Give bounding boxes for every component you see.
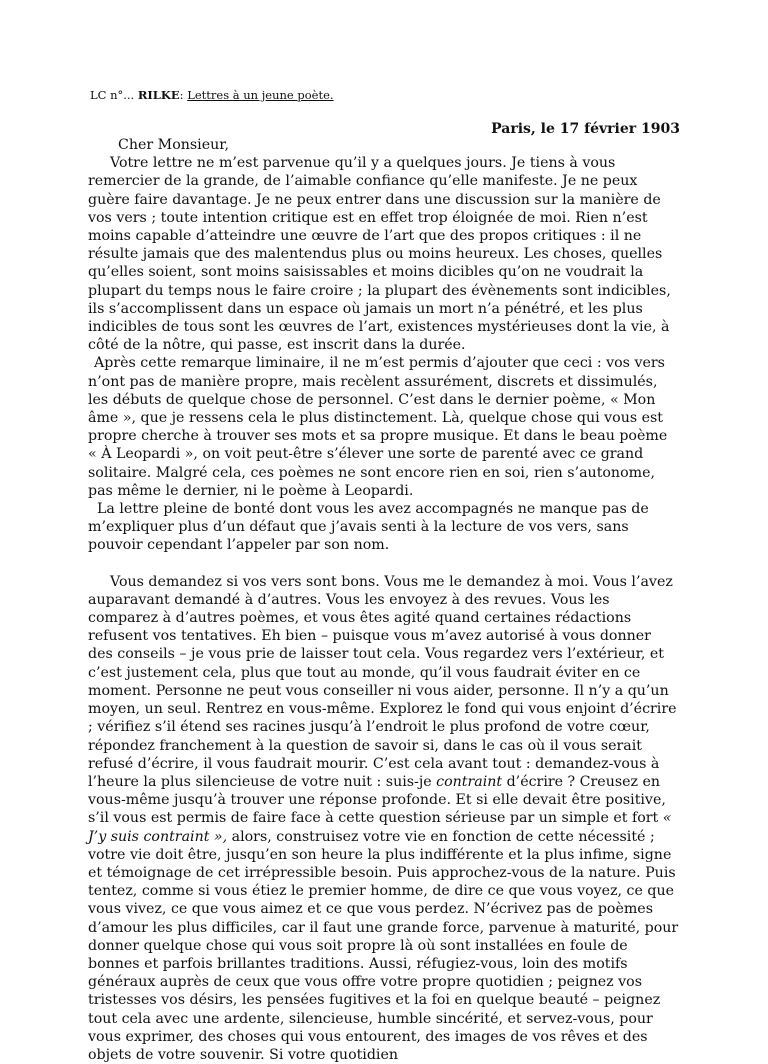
header-prefix: LC n°... <box>90 88 138 102</box>
letter-paragraph-4 <box>88 573 680 1064</box>
header-author: RILKE <box>137 88 180 102</box>
paragraph-4-part-b: d’écrire ? Creusez en vous-même jusqu’à trouver une réponse profonde. Et si elle devait être positive, s’il vous est permis de faire face à cette question sérieuse par un simple et fort <box>88 773 666 827</box>
paragraph-4-emphasis-1: contraint <box>436 773 503 790</box>
paragraph-spacer <box>88 555 680 573</box>
letter-paragraph-1: Votre lettre ne m’est parvenue qu’il y a quelques jours. Je tiens à vous remercier de la grande, de l’aimable confiance qu’elle manifeste. Je ne peux guère faire davantage. Je ne peux entrer dans une discussion sur la manière de vos vers ; toute intention critique est en effet trop éloignée de moi. Rien n’est moins capable d’atteindre une œuvre de l’art que des propos critiques : il ne résulte jamais que des malentendus plus ou moins heureux. Les choses, quelles qu’elles soient, sont moins saisissables et moins dicibles qu’on ne voudrait la plupart du temps nous le faire croire ; la plupart des évènements sont indicibles, ils s’accomplissent dans un espace où jamais un mort n’a pénétré, et les plus indicibles de tous sont les œuvres de l’art, existences mystérieuses dont la vie, à côté de la nôtre, qui passe, est inscrit dans la durée. <box>88 155 671 354</box>
paragraph-4-part-c: alors, construisez votre vie en fonction de cette nécessité ; votre vie doit être, jusqu’en son heure la plus indifférente et la plus infime, signe et témoignage de cet irrépressible besoin. Puis approchez-vous de la nature. Puis tentez, comme si vous étiez le premier homme, de dire ce que vous voyez, ce que vous vivez, ce que vous aimez et ce que vous perdez. N’écrivez pas de poèmes d’amour les plus difficiles, car il faut une grande force, parvenue à maturité, pour donner quelque chose qui vous soit propre là où sont installées en foule de bonnes et parfois brillantes traditions. Aussi, réfugiez-vous, loin des motifs généraux auprès de ceux que vous offre votre propre quotidien ; peignez vos tristesses vos désirs, les pensées fugitives et la foi en quelque beauté – peignez tout cela avec une ardente, silencieuse, humble sincérité, et servez-vous, pour vous exprimer, des choses qui vous entourent, des images de vos rêves et des objets de votre souvenir. Si votre quotidien <box>88 828 679 1063</box>
letter-paragraph-3: La lettre pleine de bonté dont vous les avez accompagnés ne manque pas de m’expliquer plus d’un défaut que j’avais senti à la lecture de vos vers, sans pouvoir cependant l’appeler par son nom. <box>88 501 649 554</box>
letter-salutation: Cher Monsieur, <box>118 137 229 153</box>
header-title: Lettres à un jeune poète. <box>187 88 334 102</box>
document-header <box>90 88 334 102</box>
header-colon: : <box>179 88 188 102</box>
letter-dateline: Paris, le 17 février 1903 <box>491 121 680 137</box>
letter-paragraph-2: Après cette remarque liminaire, il ne m’est permis d’ajouter que ceci : vos vers n’ont pas de manière propre, mais recèlent assurément, discrets et dissimulés, les débuts de quelque chose de personnel. C’est dans le dernier poème, « Mon âme », que je ressens cela le plus distinctement. Là, quelque chose qui vous est propre cherche à trouver ses mots et sa propre musique. Et dans le beau poème « À Leopardi », on voit peut-être s’élever une sorte de parenté avec ce grand solitaire. Malgré cela, ces poèmes ne sont encore rien en soi, rien s’autonome, pas même le dernier, ni le poème à Leopardi. <box>88 355 668 499</box>
paragraph-4-emphasis-2: « J’y suis contraint », <box>88 810 672 845</box>
paragraph-4-part-a: Vous demandez si vos vers sont bons. Vous me le demandez à moi. Vous l’avez auparavant demandé à d’autres. Vous les envoyez à des revues. Vous les comparez à d’autres poèmes, et vous êtes agité quand certaines rédactions refusent vos tentatives. Eh bien – puisque vous m’avez autorisé à vous donner des conseils – je vous prie de laisser tout cela. Vous regardez vers l’extérieur, et c’est justement cela, plus que tout au monde, qu’il vous faudrait éviter en ce moment. Personne ne peut vous conseiller ni vous aider, personne. Il n’y a qu’un moyen, un seul. Rentrez en vous-même. Explorez le fond qui vous enjoint d’écrire ; vérifiez s’il étend ses racines jusqu’à l’endroit le plus profond de votre cœur, répondez franchement à la question de savoir si, dans le cas où il vous serait refusé d’écrire, il vous faudrait mourir. C’est cela avant tout : demandez-vous à l’heure la plus silencieuse de votre nuit : suis-je <box>88 573 677 790</box>
letter-body <box>88 136 680 1064</box>
